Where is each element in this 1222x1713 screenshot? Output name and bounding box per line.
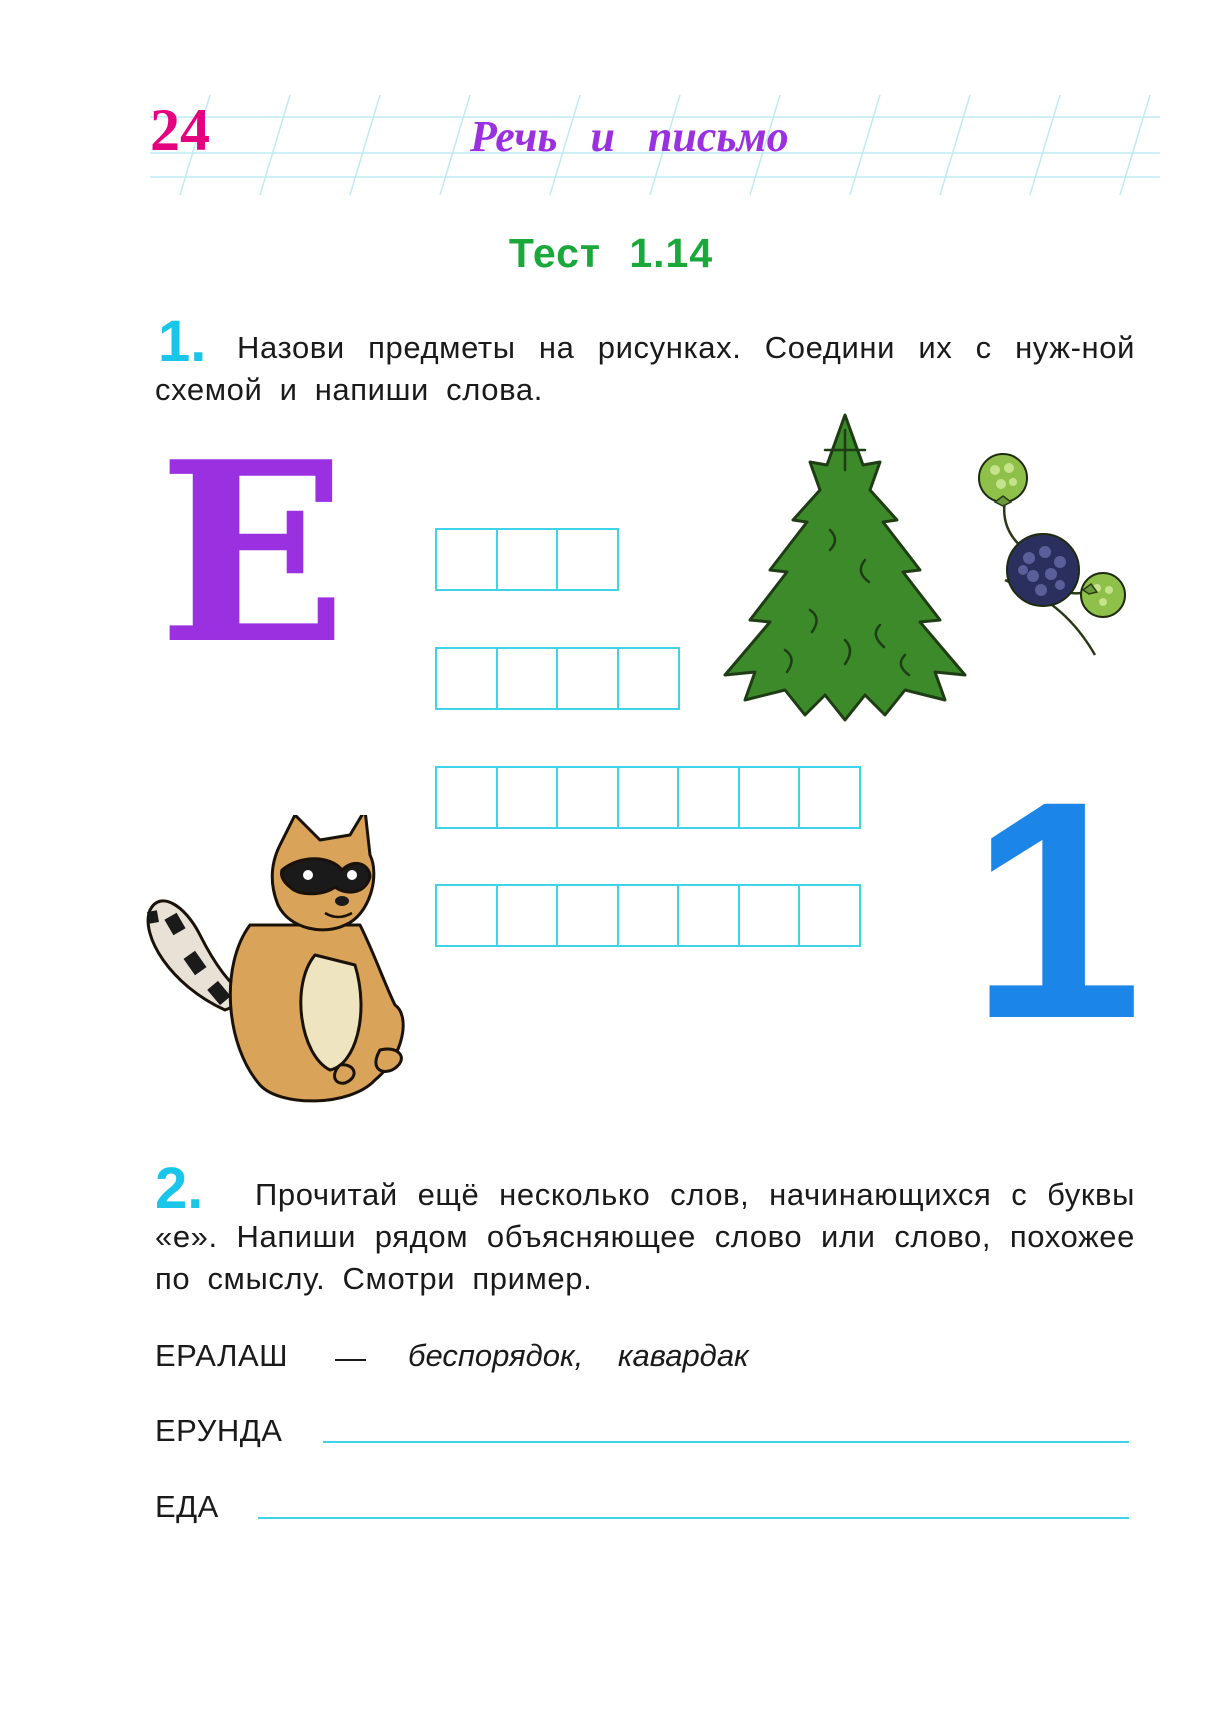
letter-cell[interactable] [496,884,559,947]
word-erunda: ЕРУНДА [155,1413,283,1448]
task-2-instructions: Прочитай ещё несколько слов, начинающихся с буквы «е». Напиши рядом объясняющее слово или слово, похожее по смыслу. Смотри пример. [155,1177,1135,1296]
word-eda: ЕДА [155,1489,219,1524]
fir-tree-picture [715,410,975,725]
word-scheme-7b[interactable] [435,884,859,947]
letter-cell[interactable] [496,766,559,829]
letter-cell[interactable] [435,528,498,591]
letter-cell[interactable] [677,884,740,947]
section-title: Речь и письмо [470,112,789,161]
letter-cell[interactable] [556,528,619,591]
example-answer: беспорядок, кавардак [408,1338,749,1373]
letter-cell[interactable] [556,647,619,710]
example-word: ЕРАЛАШ [155,1338,289,1373]
raccoon-picture [130,815,440,1115]
test-title: Тест 1.14 [508,230,714,276]
letter-cell[interactable] [556,766,619,829]
word-scheme-7a[interactable] [435,766,859,829]
blackberry-picture [965,440,1135,660]
letter-cell[interactable] [677,766,740,829]
digit-one: 1 [970,736,1143,1083]
letter-cell[interactable] [556,884,619,947]
task-2-number: 2. [155,1156,204,1221]
letter-cell[interactable] [496,647,559,710]
letter-cell[interactable] [435,884,498,947]
task-1-instructions: Назови предметы на рисунках. Соедини их с нуж-ной схемой и напиши слова. [155,330,1135,407]
letter-cell[interactable] [617,766,680,829]
answer-line-erunda[interactable] [323,1441,1129,1443]
page-number: 24 [150,97,210,163]
task-1-number: 1. [158,309,207,374]
letter-cell[interactable] [798,884,861,947]
word-scheme-3[interactable] [435,528,617,591]
letter-e: Е [158,408,348,699]
letter-cell[interactable] [435,647,498,710]
letter-cell[interactable] [738,884,801,947]
letter-cell[interactable] [617,884,680,947]
word-scheme-4[interactable] [435,647,677,710]
letter-cell[interactable] [496,528,559,591]
example-dash: — [335,1340,366,1375]
letter-cell[interactable] [435,766,498,829]
letter-cell[interactable] [738,766,801,829]
letter-cell[interactable] [798,766,861,829]
answer-line-eda[interactable] [258,1517,1129,1519]
letter-cell[interactable] [617,647,680,710]
